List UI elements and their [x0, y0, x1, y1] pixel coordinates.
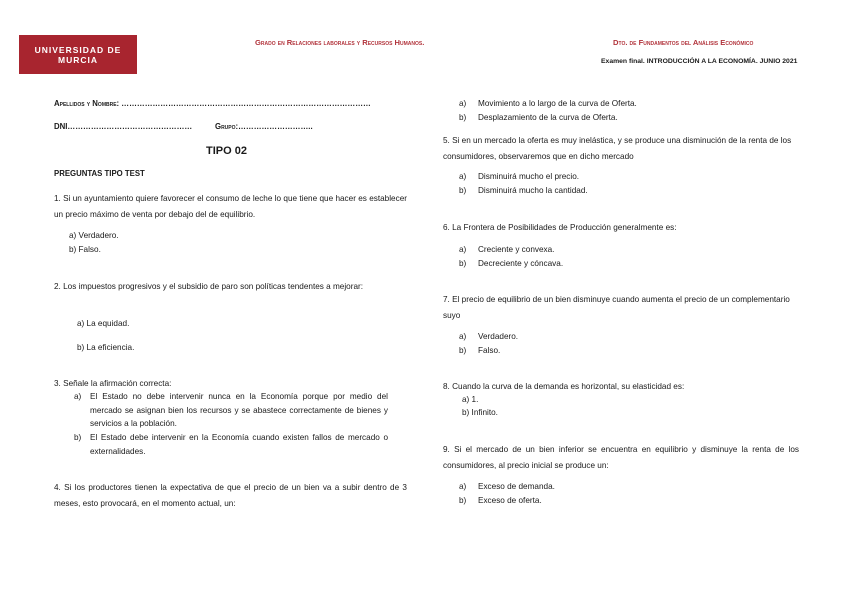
- question-5-option-b: Disminuirá mucho la cantidad.: [478, 186, 588, 195]
- question-6-option-a-letter: a): [459, 245, 467, 254]
- question-5-option-b-letter: b): [459, 186, 467, 195]
- group-field: Grupo:………………………..: [215, 122, 313, 131]
- question-3-option-b-letter: b): [74, 433, 82, 442]
- question-2-option-b: b) La eficiencia.: [77, 343, 135, 352]
- question-8-option-a: a) 1.: [462, 395, 479, 404]
- question-9-option-b: Exceso de oferta.: [478, 496, 542, 505]
- question-4-option-a-letter: a): [459, 99, 467, 108]
- section-title: PREGUNTAS TIPO TEST: [54, 169, 145, 178]
- question-2-option-a: a) La equidad.: [77, 319, 130, 328]
- question-4-option-b-letter: b): [459, 113, 467, 122]
- question-1-option-a: a) Verdadero.: [69, 231, 119, 240]
- question-3-option-a-letter: a): [74, 392, 82, 401]
- question-3: 3. Señale la afirmación correcta:: [54, 379, 172, 388]
- question-1: 1. Si un ayuntamiento quiere favorecer el consumo de leche lo que tiene que hacer es establecer un precio máximo de venta por debajo del de equilibrio.: [54, 194, 407, 219]
- question-5-option-a: Disminuirá mucho el precio.: [478, 172, 580, 181]
- question-7-option-a: Verdadero.: [478, 332, 519, 341]
- question-7-option-b-letter: b): [459, 346, 467, 355]
- question-6-option-b-letter: b): [459, 259, 467, 268]
- question-7-option-a-letter: a): [459, 332, 467, 341]
- university-logo: [19, 35, 137, 74]
- question-4: 4. Si los productores tienen la expectativa de que el precio de un bien va a subir dentro de 3 meses, esto provocará, en el momento actual, un:: [54, 483, 407, 508]
- question-1-option-b: b) Falso.: [69, 245, 101, 254]
- question-8: 8. Cuando la curva de la demanda es horizontal, su elasticidad es:: [443, 382, 685, 391]
- question-5: 5. Si en un mercado la oferta es muy inelástica, y se produce una disminución de la renta de los consumidores, observaremos que en dicho mercado: [443, 136, 792, 161]
- question-4-option-a: Movimiento a lo largo de la curva de Oferta.: [478, 99, 637, 108]
- test-type: TIPO 02: [206, 145, 247, 157]
- question-9-option-a: Exceso de demanda.: [478, 482, 555, 491]
- degree-title: Grado en Relaciones laborales y Recursos Humanos.: [255, 38, 425, 47]
- question-8-option-b: b) Infinito.: [462, 408, 498, 417]
- question-2: 2. Los impuestos progresivos y el subsidio de paro son políticas tendentes a mejorar:: [54, 282, 364, 291]
- question-6-option-b: Decreciente y cóncava.: [478, 259, 564, 268]
- dni-field: DNI…………………………………………: [54, 122, 193, 131]
- department-title: Dto. de Fundamentos del Análisis Económico: [613, 38, 754, 47]
- question-9: 9. Si el mercado de un bien inferior se encuentra en equilibrio y disminuye la renta de los consumidores, al precio inicial se produce un:: [443, 445, 799, 470]
- names-field: Apellidos y Nombre: ……………………………………………………………………………………: [54, 99, 371, 108]
- exam-info: Examen final. INTRODUCCIÓN A LA ECONOMÍA. JUNIO 2021: [601, 58, 798, 65]
- question-9-option-b-letter: b): [459, 496, 467, 505]
- question-9-option-a-letter: a): [459, 482, 467, 491]
- question-6: 6. La Frontera de Posibilidades de Producción generalmente es:: [443, 223, 677, 232]
- question-7: 7. El precio de equilibrio de un bien disminuye cuando aumenta el precio de un complementario suyo: [443, 295, 790, 320]
- question-7-option-b: Falso.: [478, 346, 501, 355]
- question-5-option-a-letter: a): [459, 172, 467, 181]
- logo-line-2: MURCIA: [58, 54, 98, 65]
- question-3-option-b: El Estado debe intervenir en la Economía cuando existen fallos de mercado o externalidades.: [90, 433, 388, 456]
- question-6-option-a: Creciente y convexa.: [478, 245, 555, 254]
- question-4-option-b: Desplazamiento de la curva de Oferta.: [478, 113, 618, 122]
- logo-line-1: UNIVERSIDAD DE: [34, 44, 122, 55]
- question-3-option-a: El Estado no debe intervenir nunca en la Economía porque por medio del mercado se asignan bien los recursos y se abastece correctamente de bienes y servicios a la población.: [90, 392, 388, 428]
